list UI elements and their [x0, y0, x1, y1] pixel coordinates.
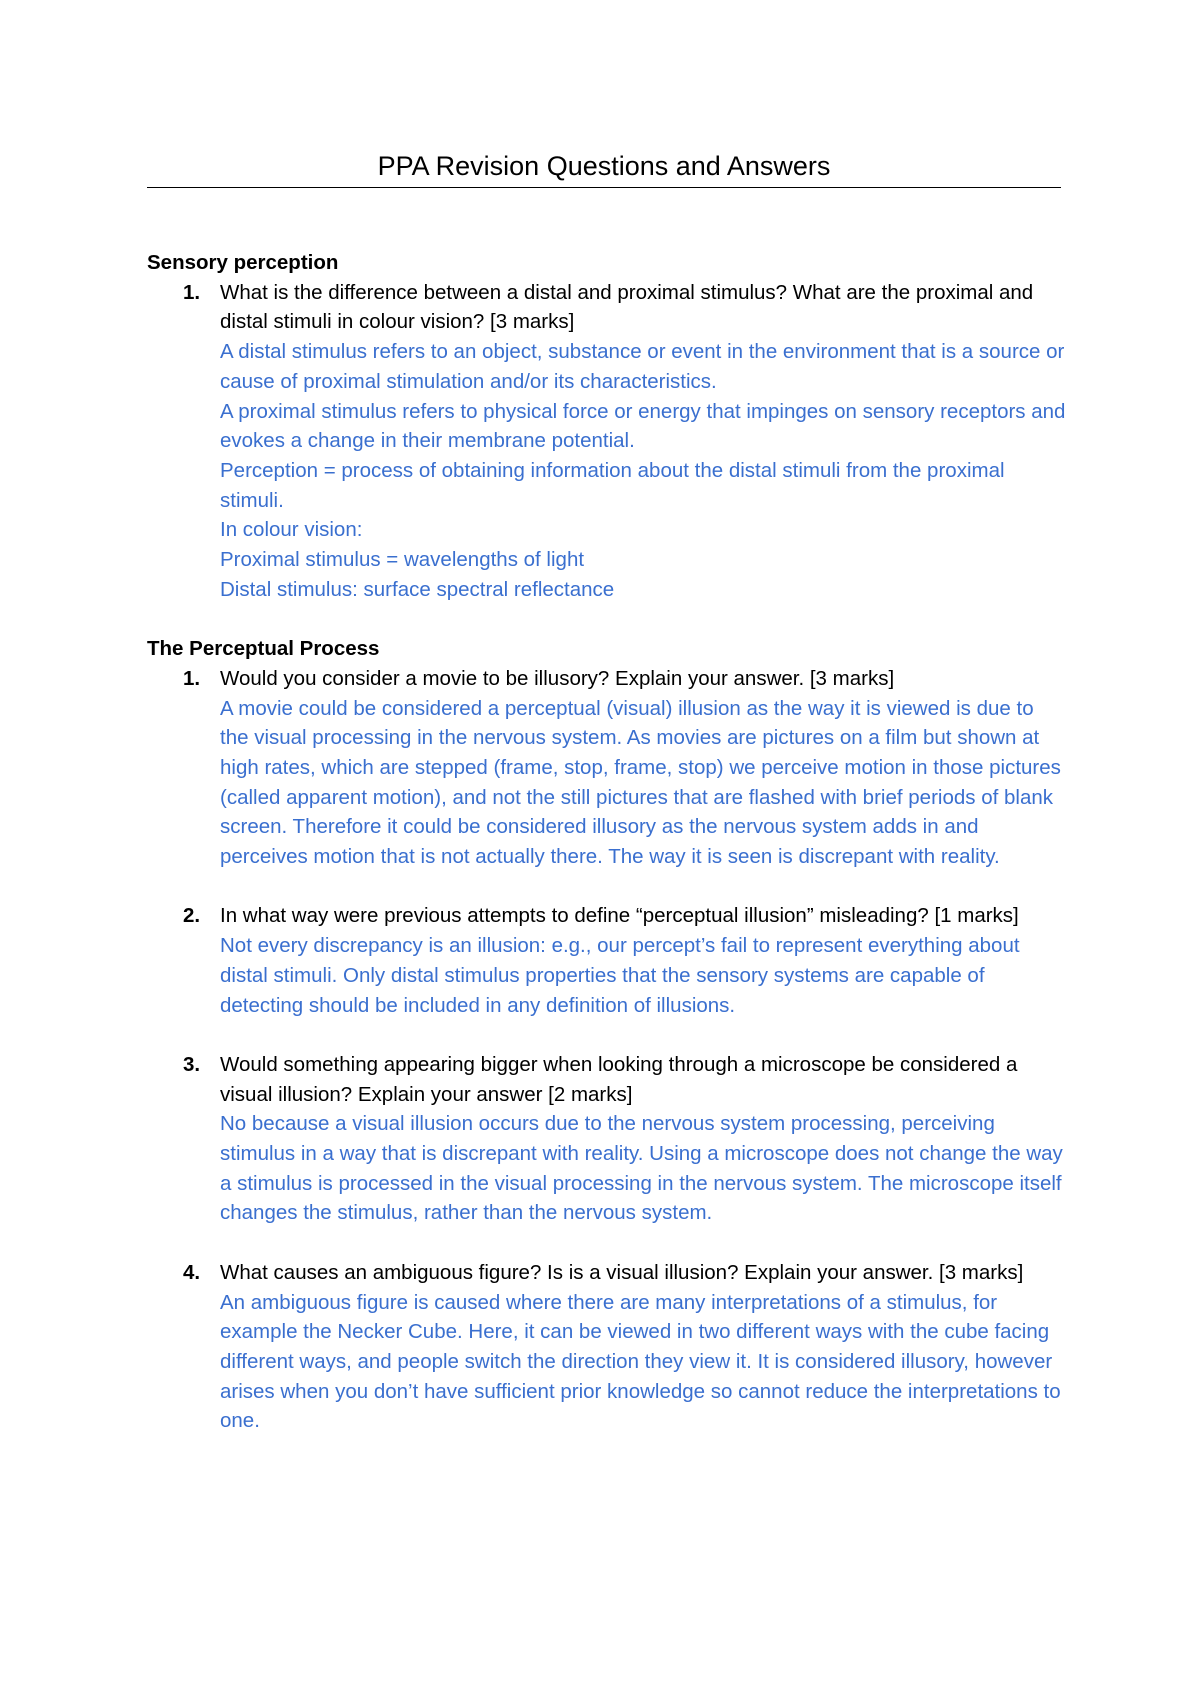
spacer — [147, 604, 1067, 634]
title-underline — [147, 187, 1061, 188]
question-text: In what way were previous attempts to define “perceptual illusion” misleading? [1 marks] — [220, 904, 1019, 928]
answer-line: A proximal stimulus refers to physical force or energy that impinges on sensory receptors and evokes a change in their membrane potential. — [220, 399, 1066, 453]
question-number: 4. — [183, 1260, 201, 1284]
question-number: 3. — [183, 1052, 201, 1076]
question-number: 2. — [183, 904, 201, 928]
question-text: What causes an ambiguous figure? Is is a visual illusion? Explain your answer. [3 marks] — [220, 1260, 1024, 1284]
page-title: PPA Revision Questions and Answers — [377, 151, 831, 181]
section-heading: The Perceptual Process — [147, 637, 380, 661]
section-sensory-perception — [147, 248, 1067, 604]
answer-line: A distal stimulus refers to an object, substance or event in the environment that is a source or cause of proximal stimulation and/or its characteristics. — [220, 340, 1065, 393]
question-text: Would something appearing bigger when looking through a microscope be considered a visual illusion? Explain your answer [2 marks] — [220, 1052, 1018, 1106]
answer-text: No because a visual illusion occurs due to the nervous system processing, perceiving stimulus in a way that is discrepant with reality. Using a microscope does not change the way a stimulus is processed in the visual processing in the nervous system. The microscope itself changes the stimulus, rather than the nervous system. — [220, 1112, 1063, 1225]
qa-item — [147, 664, 1067, 872]
answer-line: Perception = process of obtaining information about the distal stimuli from the proximal stimuli. — [220, 458, 1005, 512]
spacer — [147, 872, 1067, 902]
qa-item — [147, 1050, 1067, 1228]
answer-line: In colour vision: — [220, 518, 363, 542]
qa-item — [147, 1258, 1067, 1436]
section-heading: Sensory perception — [147, 251, 339, 274]
question-text: What is the difference between a distal and proximal stimulus? What are the proximal and distal stimuli in colour vision? [3 marks] — [220, 280, 1034, 334]
question-number: 1. — [183, 666, 201, 690]
answer-line: Distal stimulus: surface spectral reflectance — [220, 577, 615, 601]
answer-text: Not every discrepancy is an illusion: e.g., our percept’s fail to represent everything about distal stimuli. Only distal stimulus properties that the sensory systems are capable of detecting should be included in any definition of illusions. — [220, 934, 1020, 1017]
spacer — [147, 1020, 1067, 1050]
qa-item — [147, 278, 1067, 605]
document-body — [147, 248, 1067, 1436]
qa-item — [147, 901, 1067, 1020]
answer-text: A movie could be considered a perceptual (visual) illusion as the way it is viewed is due to the visual processing in the nervous system. As movies are pictures on a film but shown at high rates, which are stepped (frame, stop, frame, stop) we perceive motion in those pictures (called apparent motion), and not the still pictures that are flashed with brief periods of blank screen. Therefore it could be considered illusory as the nervous system adds in and perceives motion that is not actually there. The way it is seen is discrepant with reality. — [220, 696, 1061, 869]
section-perceptual-process — [147, 634, 1067, 1436]
question-number: 1. — [183, 280, 201, 304]
spacer — [147, 1228, 1067, 1258]
answer-text: An ambiguous figure is caused where there are many interpretations of a stimulus, for example the Necker Cube. Here, it can be viewed in two different ways with the cube facing different ways, and people switch the direction they view it. It is considered illusory, however arises when you don’t have sufficient prior knowledge so cannot reduce the interpretations to one. — [220, 1290, 1061, 1433]
question-text: Would you consider a movie to be illusory? Explain your answer. [3 marks] — [220, 666, 895, 690]
answer-line: Proximal stimulus = wavelengths of light — [220, 548, 585, 572]
